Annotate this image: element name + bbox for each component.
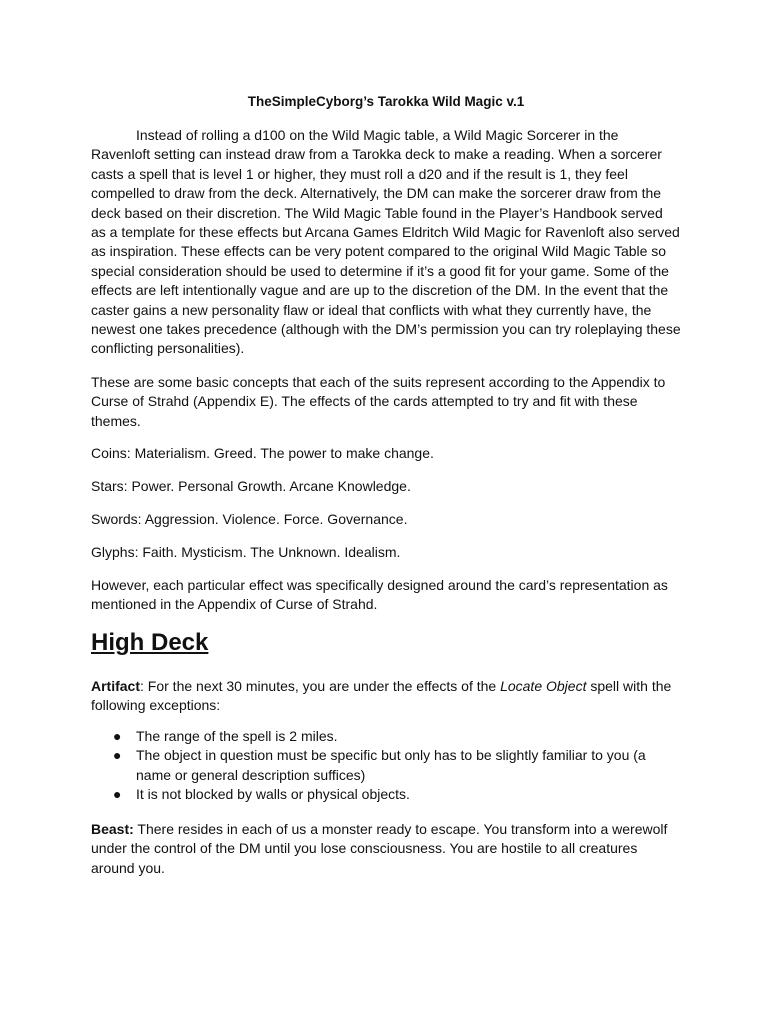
document-title: TheSimpleCyborg’s Tarokka Wild Magic v.1 [247,94,525,109]
beast-entry [91,820,681,878]
list-item-text: The object in question must be specific but only has to be slightly familiar to you (a name or general description suffices) [136,747,646,783]
artifact-text-after: spell with the following exceptions: [91,678,672,714]
list-item-text: It is not blocked by walls or physical objects. [136,786,410,803]
suit-stars: Stars: Power. Personal Growth. Arcane Knowledge. [91,478,411,494]
artifact-entry [91,677,681,716]
beast-text: There resides in each of us a monster ready to escape. You transform into a werewolf under the control of the DM until you lose consciousness. You are hostile to all creatures around you. [91,821,668,876]
suit-coins: Coins: Materialism. Greed. The power to make change. [91,445,434,461]
concepts-paragraph: These are some basic concepts that each of the suits represent according to the Appendix to Curse of Strahd (Appendix E). The effects of the cards attempted to try and fit with these themes. [91,374,666,429]
suit-swords: Swords: Aggression. Violence. Force. Governance. [91,511,408,527]
bullet-icon: ● [113,728,122,744]
suit-glyphs: Glyphs: Faith. Mysticism. The Unknown. Idealism. [91,544,401,560]
artifact-spell-name: Locate Object [500,678,587,694]
list-item [91,727,681,746]
intro-paragraph: Instead of rolling a d100 on the Wild Magic table, a Wild Magic Sorcerer in the Ravenloft setting can instead draw from a Tarokka deck to make a reading. When a sorcerer casts a spell that is level 1 or higher, they must roll a d20 and if the result is 1, they feel compelled to draw from the deck. Alternatively, the DM can make the sorcerer draw from the deck based on their discretion. The Wild Magic Table found in the Player’s Handbook served as a template for these effects but Arcana Games Eldritch Wild Magic for Ravenloft also served as inspiration. These effects can be very potent compared to the original Wild Magic Table so special consideration should be used to determine if it’s a good fit for your game. Some of the effects are left intentionally vague and are up to the discretion of the DM. In the event that the caster gains a new personality flaw or ideal that conflicts with what they currently have, the newest one takes precedence (although with the DM’s permission you can try roleplaying these conflicting personalities). [91,127,681,357]
section-heading-high-deck: High Deck [91,629,209,656]
list-item [91,785,681,804]
artifact-exceptions-list [91,727,681,805]
however-paragraph: However, each particular effect was specifically designed around the card’s representation as mentioned in the Appendix of Curse of Strahd. [91,577,668,613]
beast-term: Beast: [91,821,134,837]
artifact-term: Artifact [91,678,141,694]
bullet-icon: ● [113,786,122,803]
list-item [91,746,681,785]
list-item-text: The range of the spell is 2 miles. [136,728,338,744]
artifact-text-before: : For the next 30 minutes, you are under the effects of the [140,678,501,694]
bullet-icon: ● [113,747,122,764]
